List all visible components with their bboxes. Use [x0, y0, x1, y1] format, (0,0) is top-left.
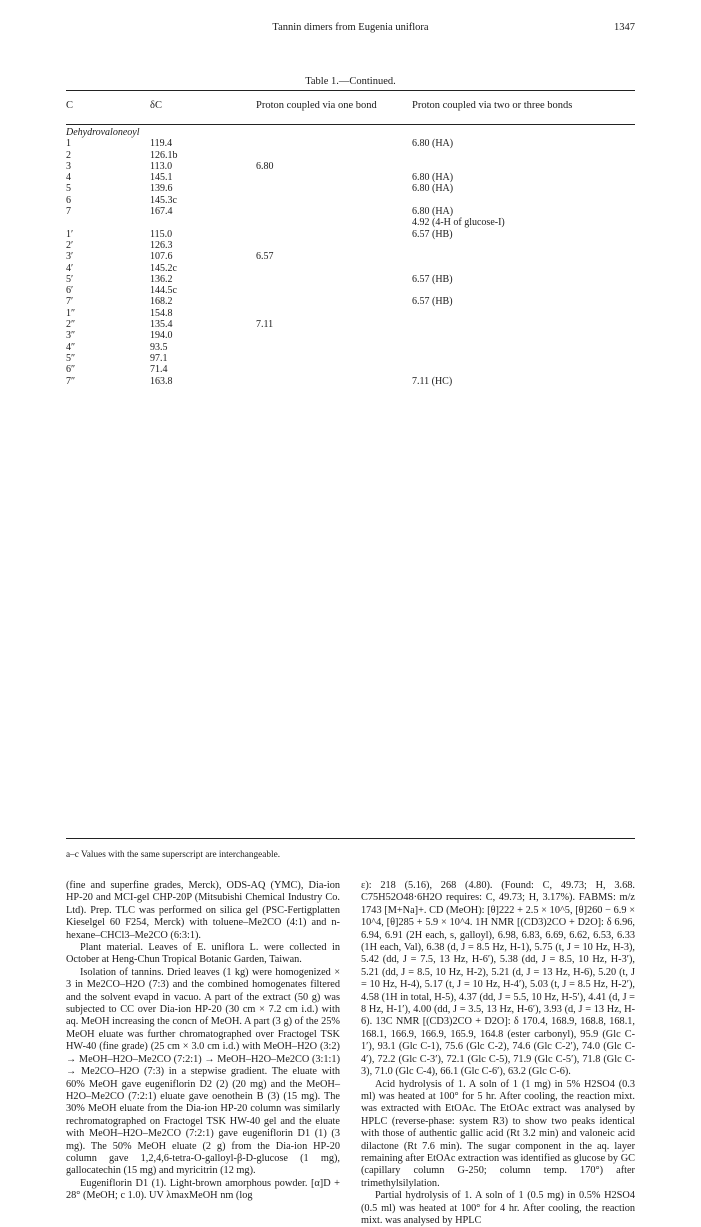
paragraph: (fine and superfine grades, Merck), ODS-AQ (YMC), Dia-ion HP-20 and MCI-gel CHP-20P (Mitsubishi Chemical Industry Co. Ltd). Prep. TLC was performed on silica gel (PSC-Fertigplatten Kieselgel 60 F254, Merck) with toluene–Me2CO (4:1) and n-hexane–CHCl3–Me2CO (6:3:1). — [66, 880, 340, 941]
table-section-row — [66, 127, 635, 138]
column-header-two-three-bonds: Proton coupled via two or three bonds — [412, 100, 573, 111]
cell-carbon: 2 — [66, 149, 71, 161]
cell-chemical-shift: 107.6 — [150, 251, 173, 263]
cell-chemical-shift: 154.8 — [150, 307, 173, 319]
page-number: 1347 — [614, 22, 635, 33]
table-row — [66, 308, 635, 319]
cell-two-three-bonds: 7.11 (HC) — [412, 375, 453, 387]
table-row — [66, 285, 635, 296]
cell-chemical-shift: 71.4 — [150, 364, 168, 376]
cell-carbon: 5″ — [66, 352, 76, 364]
cell-chemical-shift: 194.0 — [150, 330, 173, 342]
cell-chemical-shift: 135.4 — [150, 319, 173, 331]
cell-chemical-shift: 144.5c — [150, 285, 177, 297]
table-header-rule — [66, 124, 635, 125]
cell-carbon: 3 — [66, 160, 71, 172]
table-row — [66, 296, 635, 307]
body-text — [66, 880, 635, 1226]
cell-two-three-bonds: 6.57 (HB) — [412, 228, 453, 240]
cell-two-three-bonds: 6.57 (HB) — [412, 273, 453, 285]
cell-carbon: 1 — [66, 138, 71, 150]
cell-two-three-bonds: 6.80 (HA) — [412, 138, 454, 150]
cell-two-three-bonds: 6.57 (HB) — [412, 296, 453, 308]
table-row — [66, 172, 635, 183]
table-row — [66, 263, 635, 274]
cell-carbon: 4′ — [66, 262, 74, 274]
cell-carbon: 6 — [66, 194, 71, 206]
left-column — [66, 880, 340, 1202]
cell-chemical-shift: 119.4 — [150, 138, 173, 150]
table-body — [66, 127, 635, 387]
table-row — [66, 353, 635, 364]
paragraph: Plant material. Leaves of E. uniflora L. were collected in October at Heng-Chun Tropical Botanic Garden, Taiwan. — [66, 942, 340, 966]
column-header-one-bond: Proton coupled via one bond — [256, 100, 377, 111]
table-top-rule — [66, 90, 635, 91]
column-header-c: C — [66, 100, 74, 111]
cell-chemical-shift: 93.5 — [150, 341, 168, 353]
table-row — [66, 195, 635, 206]
cell-carbon: 7″ — [66, 375, 76, 387]
cell-carbon: 7 — [66, 206, 71, 218]
table-row — [66, 251, 635, 262]
column-header-delta: δC — [150, 100, 162, 111]
cell-chemical-shift: 136.2 — [150, 273, 173, 285]
running-title: Tannin dimers from Eugenia uniflora — [272, 22, 429, 33]
cell-two-three-bonds: 6.80 (HA) — [412, 172, 454, 184]
table-row — [66, 229, 635, 240]
cell-carbon: 6′ — [66, 285, 74, 297]
cell-carbon: 1′ — [66, 228, 74, 240]
right-column — [361, 880, 635, 1226]
cell-chemical-shift: 168.2 — [150, 296, 173, 308]
table-row — [66, 183, 635, 194]
table-row — [66, 274, 635, 285]
cell-chemical-shift: 126.3 — [150, 239, 173, 251]
section-title: Dehydrovaloneoyl — [66, 127, 140, 138]
table-bottom-rule — [66, 838, 635, 839]
cell-carbon: 5 — [66, 183, 71, 195]
cell-carbon: 6″ — [66, 364, 76, 376]
table-row — [66, 150, 635, 161]
cell-chemical-shift: 167.4 — [150, 206, 173, 218]
paragraph: ε): 218 (5.16), 268 (4.80). (Found: C, 49.73; H, 3.68. C75H52O48·6H2O requires: C, 49.73; H, 3.17%). FABMS: m/z 1743 [M+Na]+. CD (MeOH): [θ]222 + 2.5 × 10^5, [θ]260 − 6.9 × 10^4, [θ]285 + 5.9 × 10^4. 1H NMR [(CD3)2CO + D2O]: δ 6.96, 6.94, 6.91 (2H each, s, galloyl), 6.98, 6.83, 6.69, 6.62, 6.53, 6.33 (1H each, Val), 6.38 (d, J = 8.5 Hz, H-1), 5.75 (t, J = 10 Hz, H-3), 5.42 (dd, J = 7.5, 13 Hz, H-6′), 5.38 (dd, J = 8.5, 10 Hz, H-3′), 5.21 (dd, J = 8.5, 10 Hz, H-2), 5.21 (d, J = 13 Hz, H-6), 5.20 (t, J = 10 Hz, H-4), 5.17 (t, J = 10 Hz, H-4′), 5.03 (t, J = 8.5 Hz, H-2′), 4.58 (1H in total, H-5), 4.37 (dd, J = 5.5, 10 Hz, H-5′), 4.41 (d, J = 8 Hz, H-1′), 4.00 (dd, J = 3.5, 13 Hz, H-6′), 3.93 (d, J = 13 Hz, H-6). 13C NMR [(CD3)2CO + D2O]: δ 170.4, 168.9, 168.8, 168.1, 168.1, 166.9, 166.9, 165.9, 164.8 (ester carbonyl), 95.9 (Glc C-1′), 93.1 (Glc C-1), 75.6 (Glc C-2), 74.6 (Glc C-2′), 74.0 (Glc C-4′), 72.2 (Glc C-3′), 72.1 (Glc C-5), 71.9 (Glc C-5′), 71.8 (Glc C-3), 71.0 (Glc C-4), 66.1 (Glc C-6′), 63.2 (Glc C-6). — [361, 880, 635, 1078]
paragraph: Eugeniflorin D1 (1). Light-brown amorphous powder. [α]D + 28° (MeOH; c 1.0). UV λmaxMeOH nm (log — [66, 1177, 340, 1202]
table-row — [66, 206, 635, 217]
table-row — [66, 217, 635, 228]
table-row — [66, 330, 635, 341]
table-row — [66, 138, 635, 149]
cell-chemical-shift: 163.8 — [150, 375, 173, 387]
cell-chemical-shift: 113.0 — [150, 160, 173, 172]
paragraph: Acid hydrolysis of 1. A soln of 1 (1 mg) in 5% H2SO4 (0.3 ml) was heated at 100° for 5 hr. After cooling, the reaction mixt. was extracted with EtOAc. The EtOAc extract was analysed by HPLC (reverse-phase: system R3) to show two peaks identical with those of authentic gallic acid (Rt 3.2 min) and valoneic acid dilactone (Rt 7.6 min). The sugar component in the aq. layer remaining after EtOAc extraction was identified as glucose by GC (capillary column G-250; column temp. 170°) after trimethylsilylation. — [361, 1078, 635, 1189]
table-caption: Table 1.—Continued. — [305, 76, 396, 87]
cell-two-three-bonds: 4.92 (4-H of glucose-I) — [412, 217, 505, 229]
cell-carbon: 1″ — [66, 307, 76, 319]
paragraph: Partial hydrolysis of 1. A soln of 1 (0.5 mg) in 0.5% H2SO4 (0.5 ml) was heated at 100° for 4 hr. After cooling, the reaction mixt. was analysed by HPLC — [361, 1190, 635, 1226]
cell-chemical-shift: 145.3c — [150, 194, 177, 206]
table-row — [66, 161, 635, 172]
table-row — [66, 376, 635, 387]
cell-carbon: 2′ — [66, 239, 74, 251]
table-row — [66, 364, 635, 375]
cell-one-bond: 7.11 — [256, 319, 274, 331]
cell-chemical-shift: 145.1 — [150, 172, 173, 184]
cell-two-three-bonds: 6.80 (HA) — [412, 206, 454, 218]
running-head — [66, 22, 635, 36]
cell-chemical-shift: 126.1b — [150, 149, 178, 161]
cell-chemical-shift: 115.0 — [150, 228, 173, 240]
cell-carbon: 3″ — [66, 330, 76, 342]
table-row — [66, 240, 635, 251]
cell-carbon: 5′ — [66, 273, 74, 285]
cell-carbon: 4 — [66, 172, 71, 184]
cell-two-three-bonds: 6.80 (HA) — [412, 183, 454, 195]
cell-carbon: 2″ — [66, 319, 76, 331]
table-footnote: a–c Values with the same superscript are interchangeable. — [66, 850, 281, 860]
table-header — [66, 100, 635, 114]
cell-one-bond: 6.57 — [256, 251, 274, 263]
paragraph: Isolation of tannins. Dried leaves (1 kg) were homogenized × 3 in Me2CO–H2O (7:3) and the combined homogenates filtered and the solvent evapd in vacuo. A part of the extract (50 g) was subjected to CC over Dia-ion HP-20 (30 cm × 7.2 cm i.d.) with aq. MeOH increasing the concn of MeOH. A part (3 g) of the 25% MeOH eluate was further chromatographed over Fractogel TSK HW-40 (fine grade) (25 cm × 3.0 cm i.d.) with MeOH–H2O (3:2) → MeOH–H2O–Me2CO (7:2:1) → MeOH–H2O–Me2CO (3:1:1) → Me2CO–H2O (7:3) in a stepwise gradient. The eluate with 60% MeOH gave eugeniflorin D2 (2) (20 mg) and the MeOH–H2O–Me2CO (7:2:1) eluate gave oenothein B (3) (15 mg). The 30% MeOH eluate from the Dia-ion HP-20 column was similarly rechromatographed on Fractogel TSK HW-40 gel and the eluate with MeOH–H2O–Me2CO (7:2:1) gave eugeniflorin D1 (1) (3 mg). The 50% MeOH eluate (2 g) from the Dia-ion HP-20 column gave 1,2,4,6-tetra-O-galloyl-β-D-glucose (1 mg), gallocatechin (15 mg) and myricitrin (12 mg). — [66, 966, 340, 1177]
cell-carbon: 3′ — [66, 251, 74, 263]
cell-chemical-shift: 145.2c — [150, 262, 177, 274]
cell-one-bond: 6.80 — [256, 160, 274, 172]
cell-chemical-shift: 97.1 — [150, 352, 168, 364]
cell-carbon: 4″ — [66, 341, 76, 353]
table-row — [66, 342, 635, 353]
cell-carbon: 7′ — [66, 296, 74, 308]
cell-chemical-shift: 139.6 — [150, 183, 173, 195]
table-row — [66, 319, 635, 330]
